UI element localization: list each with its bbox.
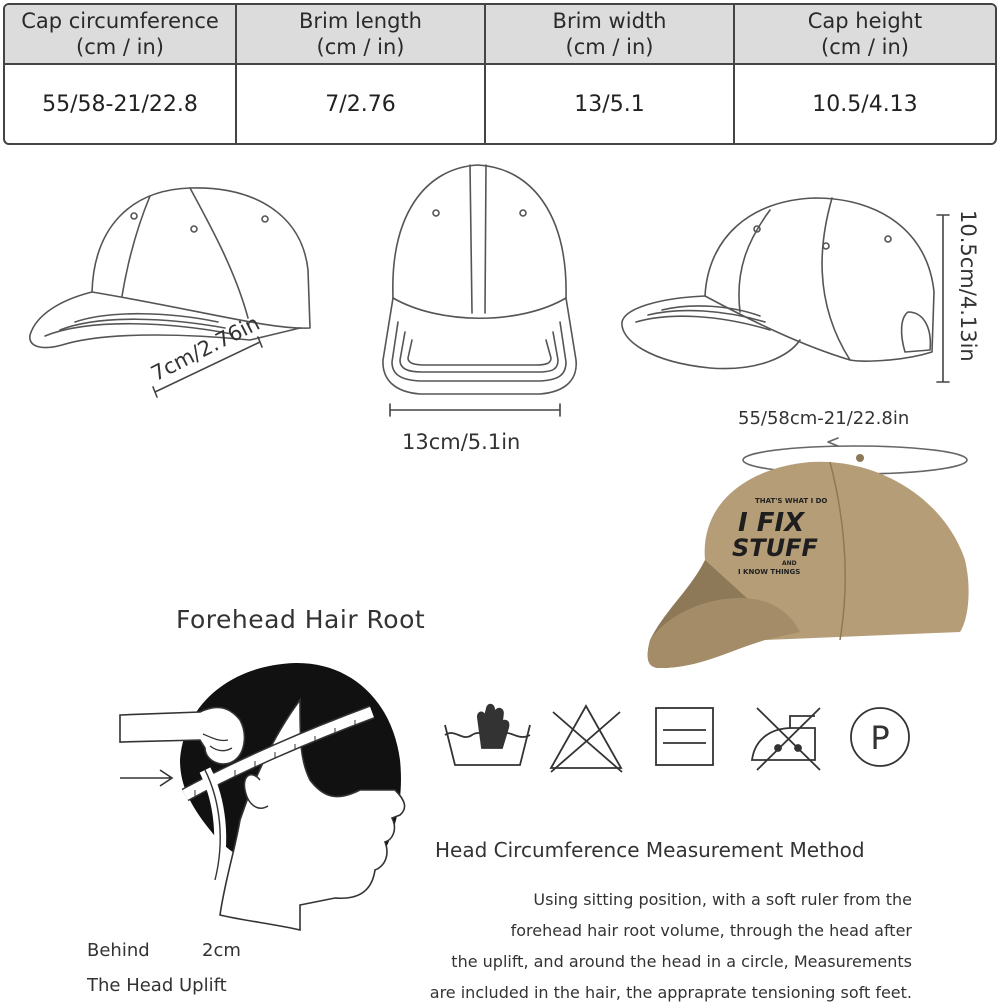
table-value-brim-length: 7/2.76 — [237, 65, 486, 143]
care-symbols — [445, 705, 909, 772]
method-line: the uplift, and around the head in a circle, Measurements — [451, 952, 912, 971]
cap-print-line3: STUFF — [732, 534, 818, 562]
cap-side-view-drawing — [30, 188, 310, 348]
method-line: are included in the hair, the appraprate tensioning soft feet. — [429, 983, 912, 1002]
cap-photo — [648, 454, 969, 668]
cap-front-view-drawing — [383, 165, 576, 394]
cap-height-label: 10.5cm/4.13in — [956, 210, 980, 362]
care-p-letter: P — [870, 719, 890, 757]
measurement-method-text — [352, 884, 912, 1008]
table-header-brim-length: Brim length (cm / in) — [237, 5, 486, 65]
hand-wash-icon — [445, 705, 530, 765]
brim-width-dimension-line — [390, 404, 560, 416]
do-not-bleach-icon — [551, 706, 622, 772]
circumference-label: 55/58cm-21/22.8in — [738, 408, 910, 429]
cap-print-line1: THAT'S WHAT I DO — [755, 497, 828, 505]
table-value-brim-width: 13/5.1 — [486, 65, 735, 143]
table-header-circumference: Cap circumference (cm / in) — [5, 5, 237, 65]
cap-height-dimension-line — [937, 215, 949, 382]
offset-2cm-label: 2cm — [202, 940, 241, 961]
behind-label: Behind — [87, 940, 150, 961]
dry-flat-icon — [656, 708, 713, 765]
cap-print-line2: I FIX — [738, 508, 805, 538]
method-line: Using sitting position, with a soft ruler from the — [533, 890, 912, 909]
table-value-circumference: 55/58-21/22.8 — [5, 65, 237, 143]
table-value-cap-height: 10.5/4.13 — [812, 91, 918, 117]
cap-print-line4: AND — [782, 560, 797, 567]
forehead-hair-root-label: Forehead Hair Root — [176, 605, 426, 634]
brim-length-label: 7cm/2.76in — [147, 310, 264, 386]
table-header-brim-width: Brim width (cm / in) — [486, 5, 735, 65]
measurement-method-title: Head Circumference Measurement Method — [435, 838, 865, 862]
table-header-cap-height: Cap height (cm / in) — [735, 5, 995, 65]
cap-print-line5: I KNOW THINGS — [738, 568, 801, 576]
method-line: forehead hair root volume, through the head after — [510, 921, 912, 940]
cap-back-view-drawing — [622, 198, 934, 369]
do-not-iron-icon — [752, 708, 820, 770]
circumference-arrow — [828, 438, 838, 446]
brim-width-label: 13cm/5.1in — [402, 430, 521, 454]
head-uplift-label: The Head Uplift — [87, 975, 227, 996]
